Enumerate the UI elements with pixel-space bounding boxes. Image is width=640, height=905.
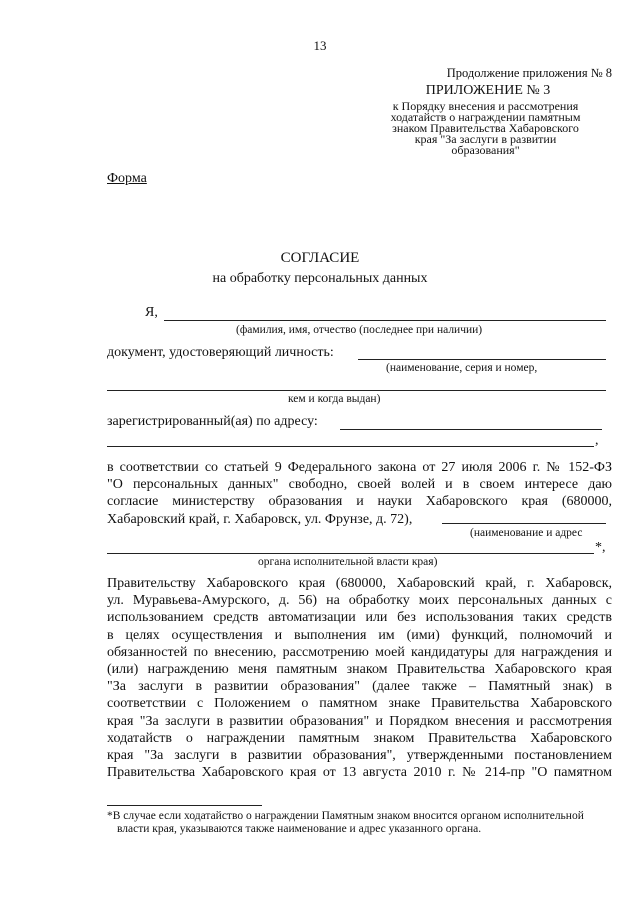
address-input-line[interactable] — [340, 429, 602, 430]
paragraph-line: в целях осуществления и выполнения им (ими) функций, полномочий и — [107, 627, 612, 643]
registration-label: зарегистрированный(ая) по адресу: — [107, 414, 318, 429]
paragraph-line: согласие министерству образования и науки Хабаровского края (680000, — [107, 494, 612, 510]
org-hint-2: органа исполнительной власти края) — [258, 556, 438, 568]
comma: , — [595, 433, 599, 448]
appendix-desc-line: к Порядку внесения и рассмотрения — [392, 99, 579, 113]
appendix-desc-line: образования" — [451, 143, 520, 157]
address-input-line-2[interactable] — [107, 446, 594, 447]
document-hint-1: (наименование, серия и номер, — [386, 362, 538, 374]
paragraph-line: Правительства Хабаровского края от 13 августа 2010 г. № 214-пр "О памятном — [107, 765, 612, 781]
appendix-desc-line: края "За заслуги в развитии — [414, 132, 557, 146]
document-input-line[interactable] — [358, 359, 606, 360]
org-input-line[interactable] — [442, 523, 606, 524]
form-label: Форма — [107, 171, 147, 186]
paragraph-line: края "За заслуги в развитии образования" и Порядком внесения и рассмотрения — [107, 713, 612, 729]
fio-input-line[interactable] — [164, 320, 606, 321]
paragraph-line: обязанностей по внесению, рассмотрению моей кандидатуры для награждения и — [107, 644, 612, 660]
fio-hint: (фамилия, имя, отчество (последнее при наличии) — [236, 324, 483, 336]
paragraph-line: края "За заслуги в развитии образования", утвержденными постановлением — [107, 748, 612, 764]
document-subtitle: на обработку персональных данных — [212, 271, 428, 286]
org-input-line-2[interactable] — [107, 553, 594, 554]
footnote — [107, 810, 617, 836]
paragraph-line: "За заслуги в развитии образования" (далее также – Памятный знак) в — [107, 679, 612, 695]
paragraph-line: "О персональных данных" свободно, своей волей и в своем интересе даю — [107, 477, 612, 493]
org-hint-1: (наименование и адрес — [470, 527, 583, 539]
i-label: Я, — [145, 305, 158, 320]
footnote-separator — [107, 805, 262, 806]
appendix-desc-line: ходатайств о награждении памятным — [390, 110, 581, 124]
paragraph-line: использованием средств автоматизации или без использования таких средств — [107, 610, 612, 626]
paragraph-line: (или) награждению меня памятным знаком Правительства Хабаровского края — [107, 662, 612, 678]
document-title: СОГЛАСИЕ — [280, 250, 360, 266]
document-input-line-2[interactable] — [107, 390, 606, 391]
consent-paragraph-1 — [107, 459, 612, 528]
paragraph-line: в соответствии со статьей 9 Федерального закона от 27 июля 2006 г. № 152-ФЗ — [107, 460, 612, 475]
paragraph-line: ходатайств о награждении памятным знаком Правительства Хабаровского — [107, 730, 612, 746]
footnote-ref: *, — [595, 540, 606, 555]
consent-paragraph-2 — [107, 575, 612, 781]
paragraph-line: соответствии с Положением о памятном знаке Правительства Хабаровского — [107, 696, 612, 712]
footnote-line-2: власти края, указываются также наименование и адрес указанного органа. — [117, 823, 482, 835]
appendix-desc-line: знаком Правительства Хабаровского — [392, 121, 579, 135]
document-hint-2: кем и когда выдан) — [288, 393, 381, 405]
paragraph-line: ул. Муравьева-Амурского, д. 56) на обработку моих персональных данных с — [107, 593, 612, 609]
appendix-description — [368, 101, 603, 156]
continuation-note: Продолжение приложения № 8 — [446, 66, 612, 80]
appendix-title: ПРИЛОЖЕНИЕ № 3 — [425, 83, 551, 98]
paragraph-line: Правительству Хабаровского края (680000, Хабаровский край, г. Хабаровск, — [107, 576, 612, 591]
document-label: документ, удостоверяющий личность: — [107, 345, 334, 360]
footnote-line-1: *В случае если ходатайство о награждении Памятным знаком вносится органом исполнительной — [107, 810, 584, 822]
page-number: 13 — [313, 38, 327, 53]
paragraph-line: Хабаровский край, г. Хабаровск, ул. Фрунзе, д. 72), — [107, 511, 413, 527]
